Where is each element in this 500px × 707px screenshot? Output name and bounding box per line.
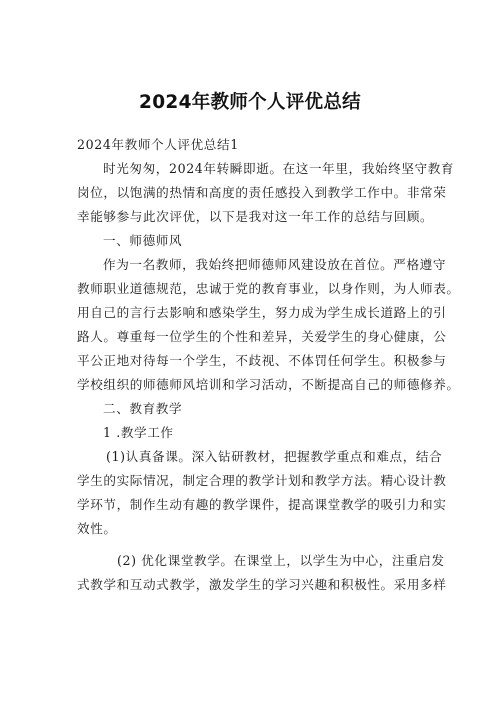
ethics-paragraph-line: 用自己的言行去影响和感染学生，努力成为学生成长道路上的引	[77, 305, 447, 320]
section-heading-ethics: 一、师德师风	[103, 233, 183, 248]
document-body	[77, 133, 465, 597]
document-subtitle: 2024年教师个人评优总结1	[77, 137, 239, 152]
intro-line: 时光匆匆，2024年转瞬即逝。在这一年里，我始终坚守教育	[103, 161, 455, 176]
document-title: 2024年教师个人评优总结	[139, 92, 361, 113]
intro-line: 幸能够参与此次评优，以下是我对这一年工作的总结与回顾。	[77, 209, 434, 224]
lesson-prep-paragraph-line: 效性。	[77, 521, 117, 536]
subsection-heading-teaching-work: 1 .教学工作	[103, 425, 174, 440]
ethics-paragraph-line: 作为一名教师，我始终把师德师风建设放在首位。严格遵守	[103, 257, 447, 272]
lesson-prep-paragraph-line: (1)认真备课。深入钻研教材，把握教学重点和难点，结合	[106, 449, 443, 464]
lesson-prep-paragraph-line: 学环节，制作生动有趣的教学课件，提高课堂教学的吸引力和实	[77, 497, 447, 512]
classroom-paragraph-line: (2) 优化课堂教学。在课堂上，以学生为中心，注重启发	[117, 553, 445, 568]
ethics-paragraph-line: 路人。尊重每一位学生的个性和差异，关爱学生的身心健康，公	[77, 329, 447, 344]
intro-line: 岗位，以饱满的热情和高度的责任感投入到教学工作中。非常荣	[77, 185, 447, 200]
section-heading-teaching: 二、教育教学	[103, 401, 183, 416]
paragraph-spacer	[77, 541, 465, 549]
ethics-paragraph-line: 学校组织的师德师风培训和学习活动，不断提高自己的师德修养。	[77, 377, 460, 392]
lesson-prep-paragraph-line: 学生的实际情况，制定合理的教学计划和教学方法。精心设计教	[77, 473, 447, 488]
ethics-paragraph-line: 教师职业道德规范，忠诚于党的教育事业，以身作则，为人师表。	[77, 281, 460, 296]
classroom-paragraph-line: 式教学和互动式教学，激发学生的学习兴趣和积极性。采用多样	[77, 577, 447, 592]
ethics-paragraph-line: 平公正地对待每一个学生，不歧视、不体罚任何学生。积极参与	[77, 353, 447, 368]
